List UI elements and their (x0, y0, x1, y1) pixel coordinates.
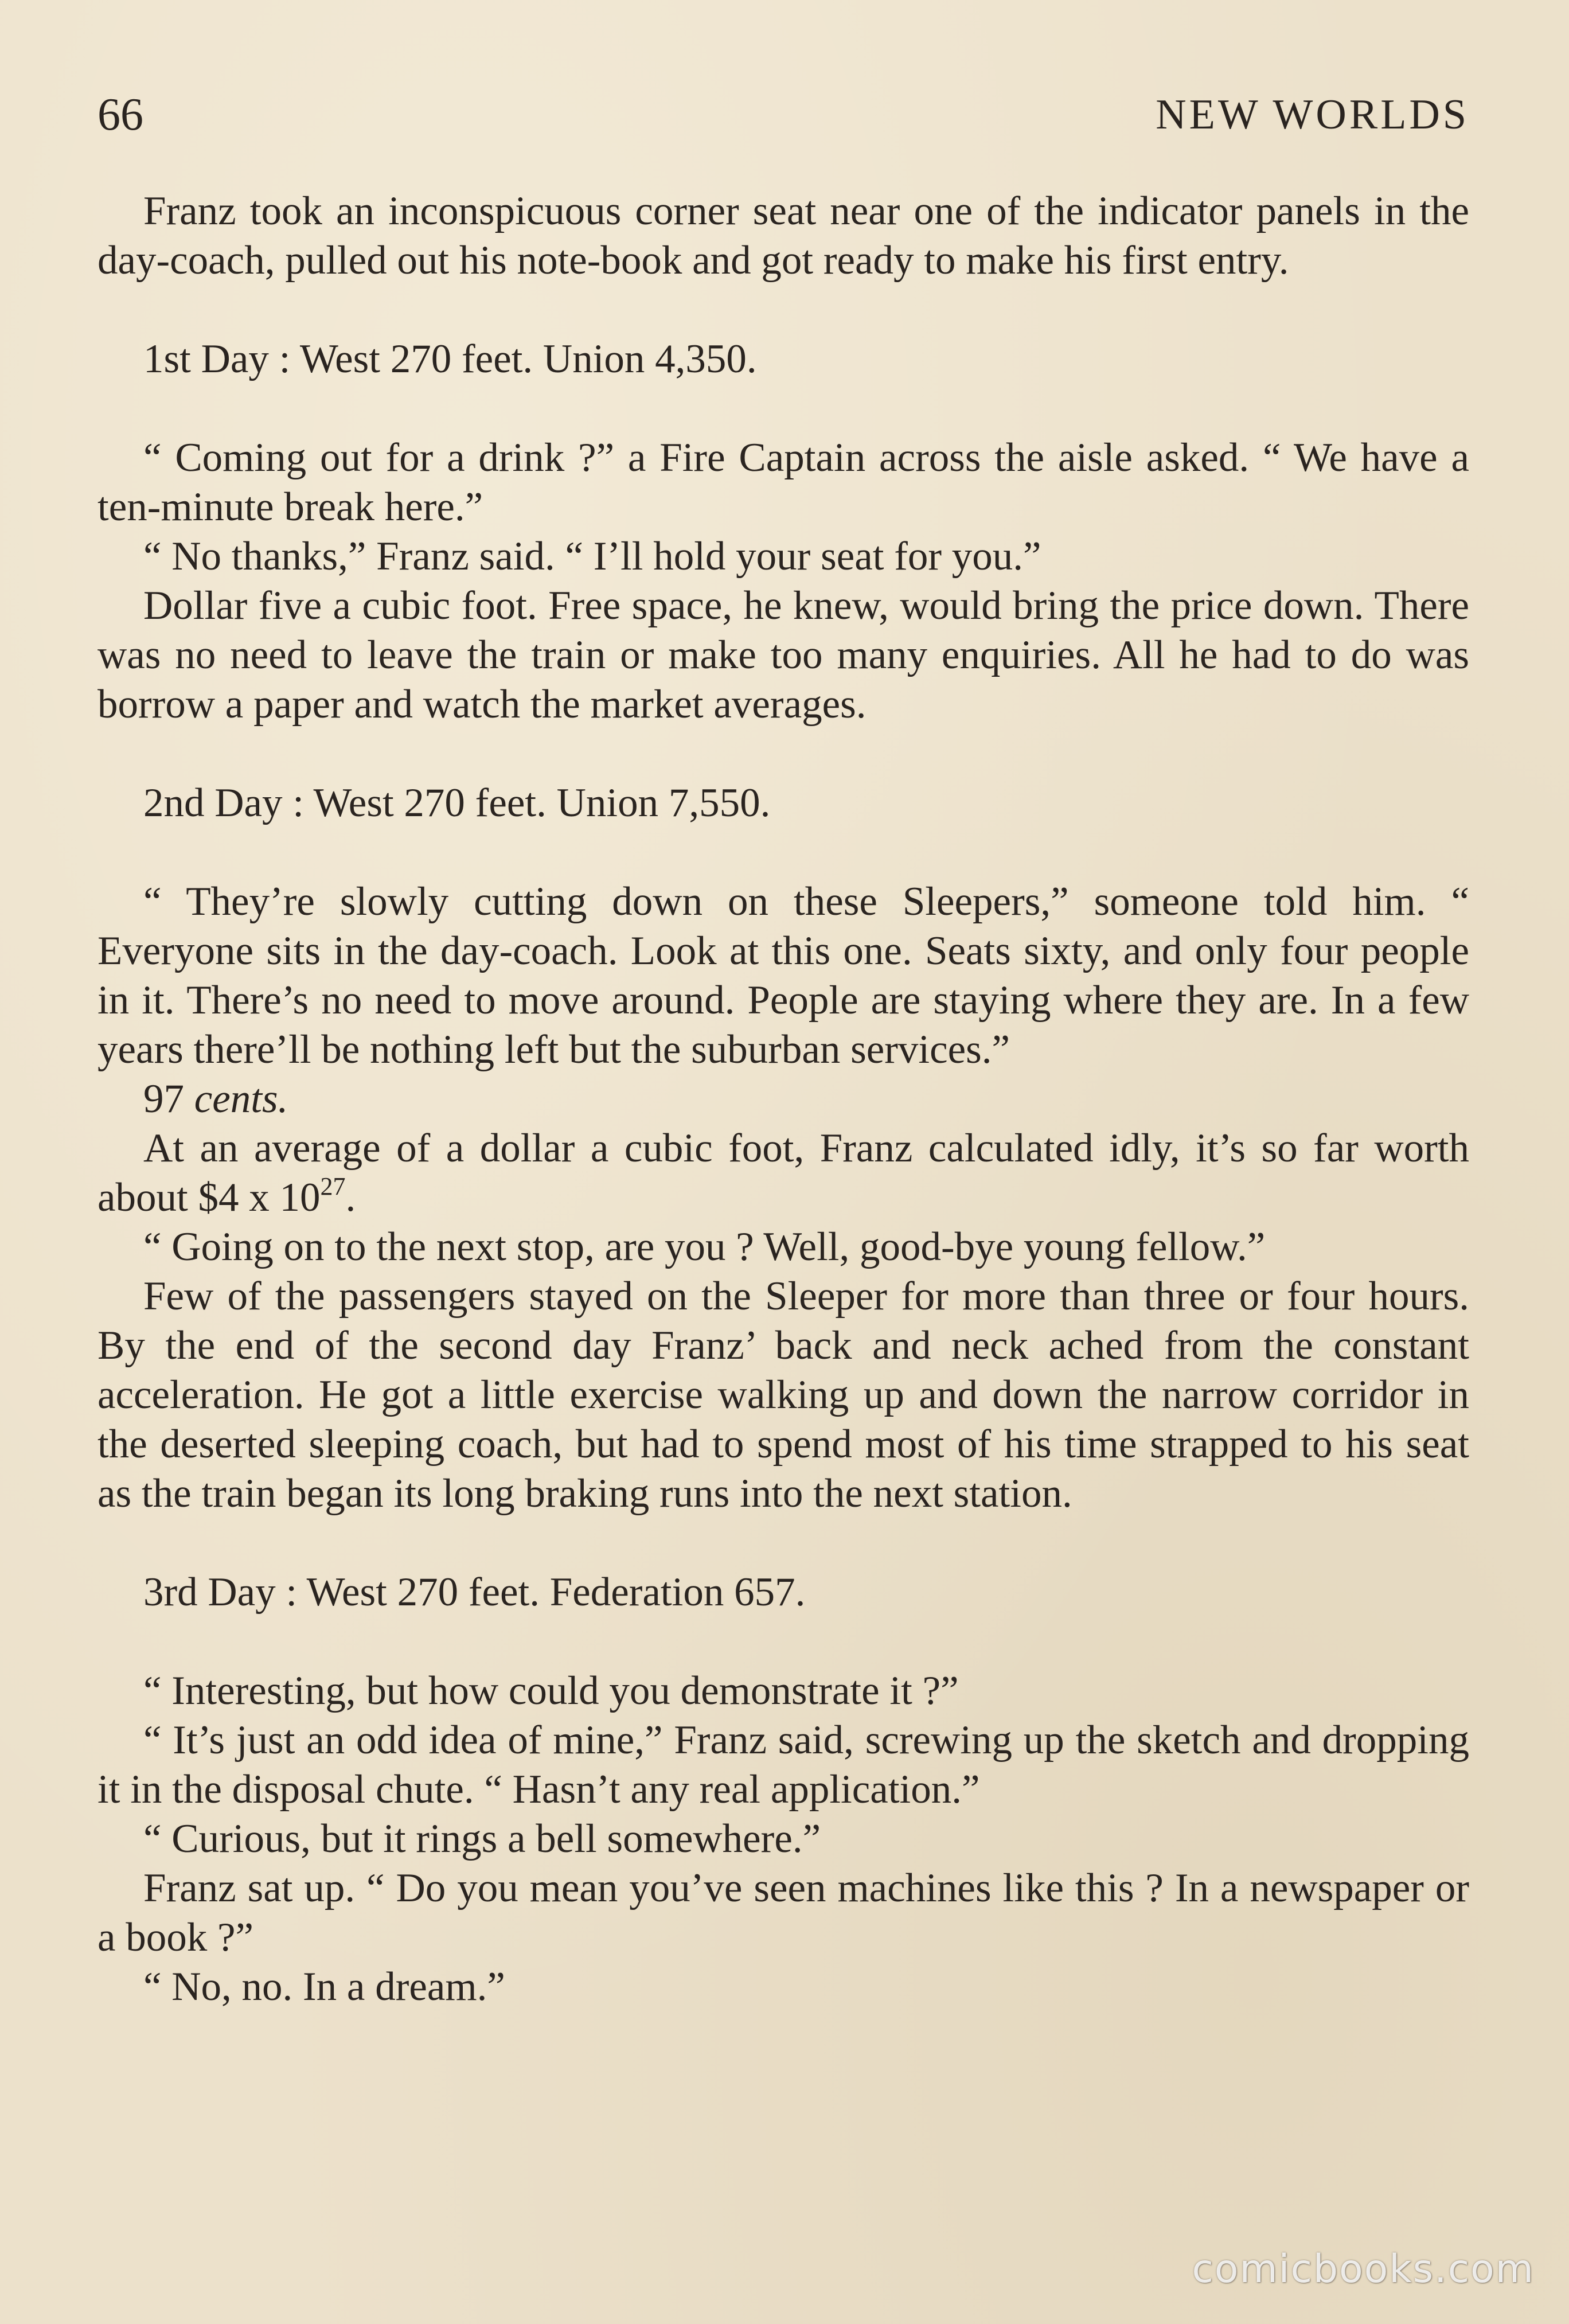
running-head (97, 86, 1469, 143)
page-number: 66 (97, 89, 143, 140)
paragraph-text: At an average of a dollar a cubic foot, Franz calculated idly, it’s so far worth about $4 x 10 (97, 1126, 1469, 1220)
paragraph: Franz sat up. “ Do you mean you’ve seen machines like this ? In a newspaper or a book ?” (97, 1866, 1469, 1960)
paragraph (97, 1124, 1469, 1222)
diary-entry-day-1: 1st Day : West 270 feet. Union 4,350. (143, 337, 757, 381)
paragraph: Dollar five a cubic foot. Free space, he knew, would bring the price down. There was no need to leave the train or make too many enquiries. All he had to do was borrow a paper and watch the market averages. (97, 583, 1469, 727)
paragraph: “ They’re slowly cutting down on these Sleepers,” someone told him. “ Everyone sits in the day-coach. Look at this one. Seats sixty, and only four people in it. There’s no need to move around. People are staying where they are. In a few years there’ll be nothing left but the suburban services.” (97, 879, 1469, 1072)
paragraph-end: . (345, 1175, 356, 1220)
paragraph: Few of the passengers stayed on the Sleeper for more than three or four hours. By the end of the second day Franz’ back and neck ached from the constant acceleration. He got a little exercise walking up and down the narrow corridor in the deserted sleeping coach, but had to spend most of his time strapped to his seat as the train began its long braking runs into the next station. (97, 1274, 1469, 1516)
paragraph: “ Curious, but it rings a bell somewhere.” (143, 1816, 821, 1861)
price-unit: cents. (194, 1077, 288, 1121)
paragraph: Franz took an inconspicuous corner seat near one of the indicator panels in the day-coach, pulled out his note-book and got ready to make his first entry. (97, 189, 1469, 283)
price-value: 97 (143, 1077, 184, 1121)
paragraph: “ It’s just an odd idea of mine,” Franz said, screwing up the sketch and dropping it in the disposal chute. “ Hasn’t any real application.” (97, 1718, 1469, 1812)
body-text (97, 186, 1469, 2011)
paragraph: “ Interesting, but how could you demonstrate it ?” (143, 1668, 959, 1713)
paragraph (97, 1074, 1469, 1124)
paragraph: “ Going on to the next stop, are you ? Well, good-bye young fellow.” (143, 1225, 1266, 1269)
paragraph: “ No, no. In a dream.” (143, 1964, 505, 2009)
exponent: 27 (320, 1172, 346, 1200)
diary-entry-day-2: 2nd Day : West 270 feet. Union 7,550. (143, 781, 771, 825)
paragraph: “ Coming out for a drink ?” a Fire Captain across the aisle asked. “ We have a ten-minute break here.” (97, 435, 1469, 529)
diary-entry-day-3: 3rd Day : West 270 feet. Federation 657. (143, 1570, 806, 1615)
watermark: comicbooks.com (1192, 2247, 1535, 2292)
running-title: NEW WORLDS (1156, 91, 1469, 138)
paragraph: “ No thanks,” Franz said. “ I’ll hold your seat for you.” (143, 534, 1041, 579)
